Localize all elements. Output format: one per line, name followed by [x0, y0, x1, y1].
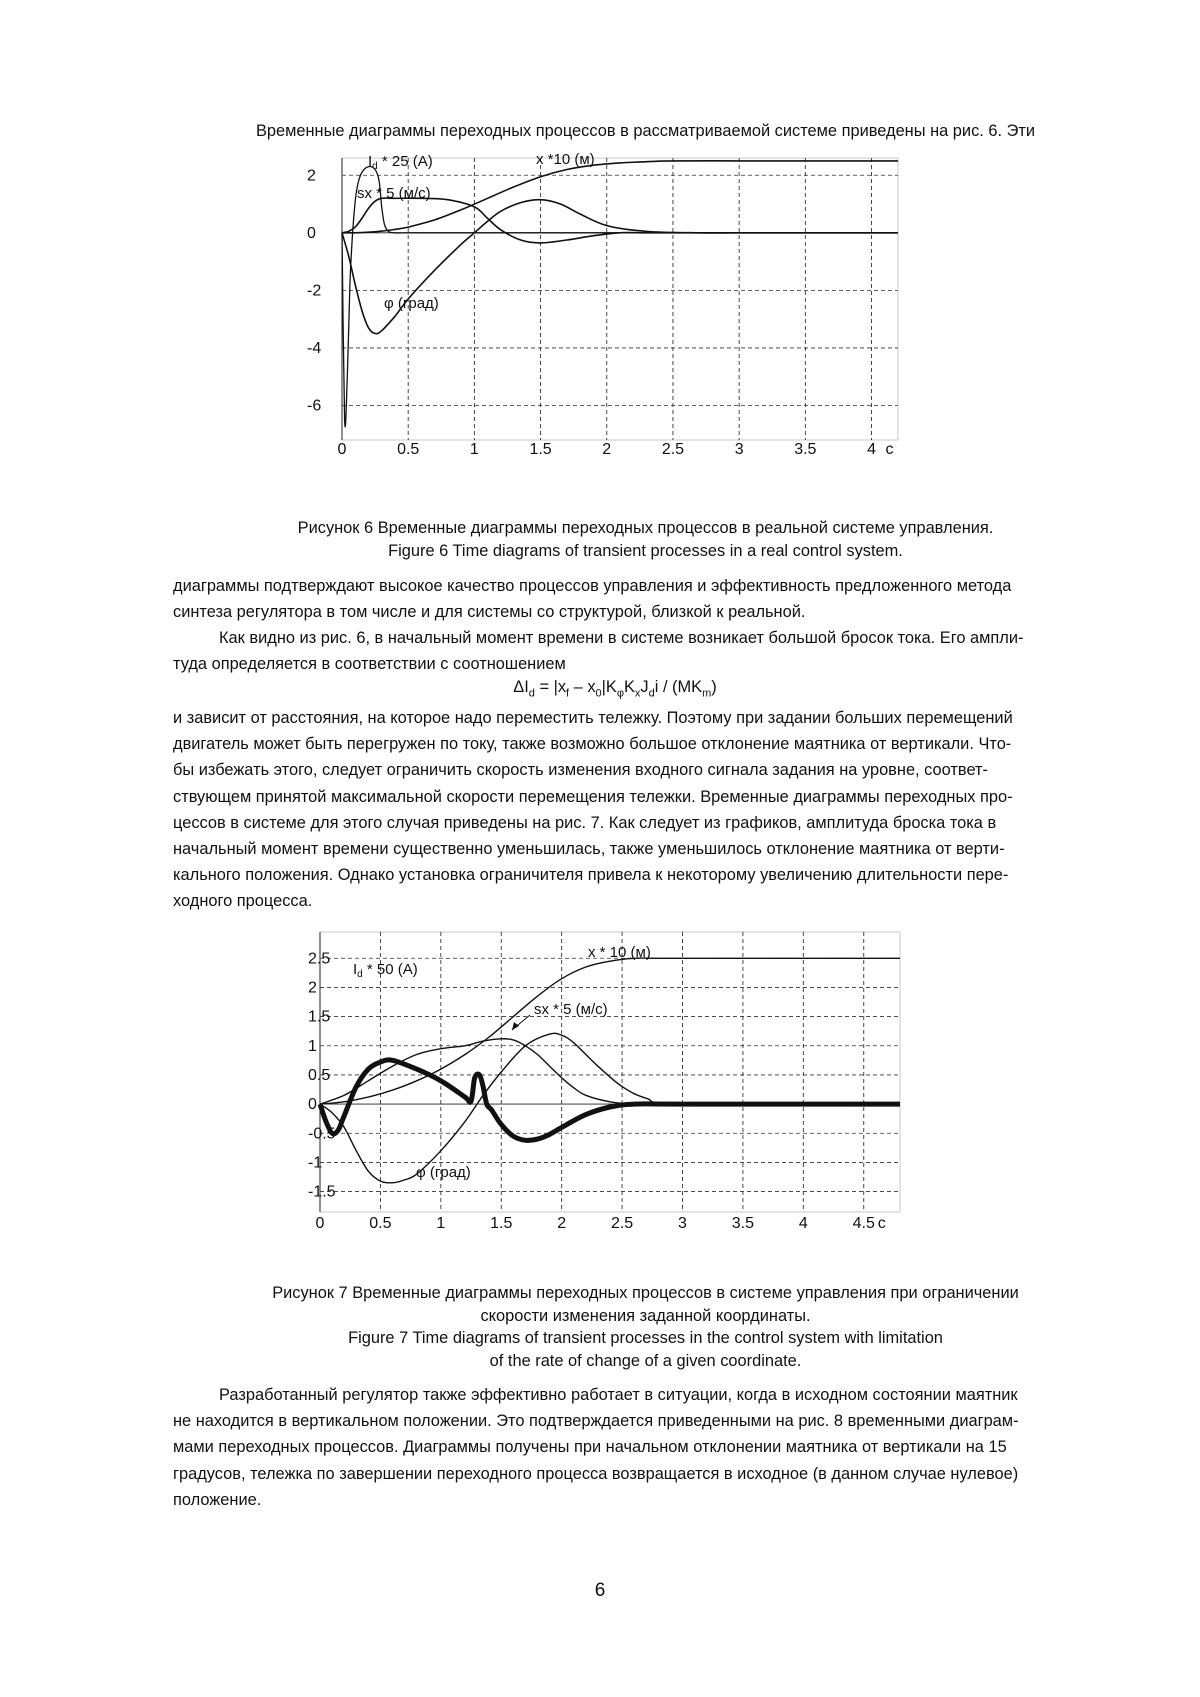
paragraph-2-line: Как видно из рис. 6, в начальный момент времени в системе возникает большой бросок тока. Его ампли- [219, 629, 1024, 647]
x-tick-label: 3 [734, 441, 744, 458]
formula-part: K [623, 678, 635, 696]
figure-7-caption-ru: Рисунок 7 Временные диаграммы переходных процессов в системе управления при ограничении [272, 1284, 1019, 1302]
x-tick-label: 0 [315, 1215, 325, 1232]
paragraph-4-line: не находится в вертикальном положении. Это подтверждается приведенными на рис. 8 временными диаграм- [173, 1412, 1019, 1431]
y-tick-label: -2 [307, 282, 322, 300]
y-tick-label: -4 [307, 339, 322, 357]
formula-part: – x [569, 678, 596, 696]
series-line [342, 198, 898, 243]
series-label-text: I [368, 153, 373, 170]
y-tick-label: 1.5 [308, 1008, 331, 1026]
paragraph-3-line: кального положения. Однако установка ограничителя привела к некоторому увеличению длительности пере- [173, 866, 1009, 885]
y-tick-label: -0.5 [308, 1125, 336, 1143]
formula-part: ΔI [513, 678, 529, 696]
formula-sub: f [566, 687, 570, 700]
paragraph-2 [173, 625, 1118, 677]
figure-6-caption [173, 517, 1118, 562]
series-label-sub: d [372, 161, 378, 172]
series-line [342, 200, 898, 334]
x-tick-label: 2 [602, 441, 612, 458]
series-label [536, 151, 595, 168]
figure-7-caption-en: of the rate of change of a given coordinate. [489, 1351, 802, 1370]
x-unit-label: с [877, 1215, 886, 1232]
figure-7-caption-en: Figure 7 Time diagrams of transient processes in the control system with limitation [348, 1329, 943, 1348]
formula-part: i / (MK [654, 678, 703, 696]
series-label [353, 961, 418, 980]
current-amplitude-formula [465, 678, 765, 699]
paragraph-3-line: бы избежать этого, следует ограничить скорость изменения входного сигнала задания на уровне, соответ- [173, 761, 988, 780]
y-tick-label: 1 [308, 1037, 317, 1055]
formula-part: J [640, 678, 649, 696]
y-tick-label: 2.5 [308, 950, 331, 968]
series-line [320, 1039, 900, 1105]
paragraph-3-line: и зависит от расстояния, на которое надо переместить тележку. Поэтому при задании больших перемещений [173, 709, 1013, 727]
x-tick-label: 3.5 [794, 441, 817, 458]
paragraph-3-line: ходного процесса. [173, 892, 313, 911]
y-tick-label: 2 [307, 167, 316, 185]
paragraph-4-line: положение. [173, 1490, 262, 1509]
formula-sub: d [648, 687, 655, 700]
figure-7-chart [290, 930, 990, 1265]
series-label [588, 944, 651, 961]
figure-7-caption-ru: скорости изменения заданной координаты. [480, 1306, 811, 1325]
y-tick-label: 0.5 [308, 1066, 331, 1084]
series-label [384, 295, 439, 312]
x-tick-label: 2.5 [661, 441, 685, 458]
y-tick-label: -1.5 [308, 1183, 336, 1201]
paragraph-3-line: начальный момент времени существенно уменьшилась, также уменьшилось отклонение маятника от верти- [173, 840, 1005, 859]
series-label-text: sx * 5 (м/с) [534, 1001, 608, 1018]
label-pointer-arrowhead [512, 1022, 519, 1030]
series-label-text: * 25 (A) [377, 153, 433, 170]
x-tick-label: 0.5 [397, 441, 420, 458]
series-label-sub: d [357, 969, 363, 980]
series-label [368, 153, 433, 172]
intro-line: Временные диаграммы переходных процессов в рассматриваемой системе приведены на рис. 6. Эти [255, 122, 1036, 140]
paragraph-2-line: туда определяется в соответствии с соотношением [173, 655, 566, 674]
x-tick-label: 1.5 [529, 441, 552, 458]
series-label [416, 1164, 471, 1181]
series-label [534, 1001, 608, 1018]
y-tick-label: 0 [307, 224, 316, 242]
paragraph-4-line: мами переходных процессов. Диаграммы получены при начальном отклонении маятника от вертикали на 15 [173, 1438, 1007, 1457]
formula-part: |K [601, 678, 617, 696]
y-tick-label: 2 [308, 979, 317, 997]
formula-sub: 0 [595, 687, 602, 700]
series-label-text: φ (град) [416, 1164, 471, 1181]
formula-sub: x [634, 687, 641, 700]
x-tick-label: 1.5 [490, 1215, 513, 1232]
paragraph-3-line: цессов в системе для этого случая приведены на рис. 7. Как следует из графиков, амплитуда броска тока в [173, 813, 997, 832]
paragraph-3-line: ствующем принятой максимальной скорости перемещения тележки. Временные диаграммы переходных про- [173, 787, 1013, 806]
formula-part: = [534, 678, 554, 696]
x-tick-label: 4 [867, 441, 876, 458]
paragraph-1 [173, 573, 1118, 625]
x-tick-label: 2 [557, 1215, 567, 1232]
figure-6-caption-ru: Рисунок 6 Временные диаграммы переходных процессов в реальной системе управления. [297, 519, 994, 537]
paragraph-4 [173, 1382, 1118, 1513]
formula-sub: m [702, 687, 712, 700]
series-label-text: x * 10 (м) [588, 944, 651, 961]
series-label-text: x *10 (м) [536, 151, 595, 168]
paragraph-3 [173, 705, 1118, 915]
formula-sub: φ [616, 687, 624, 700]
series-label-text: * 50 (A) [362, 961, 418, 978]
page-number: 6 [594, 1580, 606, 1601]
series-label-text: I [353, 961, 358, 978]
y-tick-label: 0 [308, 1096, 317, 1114]
y-tick-label: -1 [308, 1154, 323, 1172]
series-label [357, 185, 431, 202]
series-label-text: sx * 5 (м/с) [357, 185, 431, 202]
formula-sub: d [528, 687, 535, 700]
series-label-text: φ (град) [384, 295, 439, 312]
paragraph-3-line: двигатель может быть перегружен по току, также возможно большое отклонение маятника от вертикали. Что- [173, 735, 1012, 754]
x-tick-label: 1 [436, 1215, 446, 1232]
series-line [320, 1060, 900, 1141]
x-tick-label: 4.5 [852, 1215, 875, 1232]
x-unit-label: с [885, 441, 894, 458]
paragraph-1-line: синтеза регулятора в том числе и для системы со структурой, близкой к реальной. [173, 603, 806, 622]
series-line [320, 958, 900, 1104]
x-tick-label: 2.5 [610, 1215, 634, 1232]
x-tick-label: 4 [798, 1215, 808, 1232]
paragraph-1-line: диаграммы подтверждают высокое качество процессов управления и эффективность предложенного метода [173, 577, 1012, 595]
figure-6-caption-en: Figure 6 Time diagrams of transient processes in a real control system. [388, 541, 903, 560]
paragraph-4-line: градусов, тележка по завершении переходного процесса возвращается в исходное (в данном случае нулевое) [173, 1464, 1019, 1483]
formula-part: |x [553, 678, 567, 696]
x-tick-label: 3 [678, 1215, 687, 1232]
paragraph-4-line: Разработанный регулятор также эффективно работает в ситуации, когда в исходном состоянии маятник [219, 1386, 1018, 1404]
x-tick-label: 0.5 [369, 1215, 392, 1232]
figure-7-caption [173, 1282, 1118, 1372]
y-tick-label: -6 [307, 397, 322, 415]
x-tick-label: 3.5 [731, 1215, 755, 1232]
formula-part: ) [711, 678, 717, 696]
x-tick-label: 1 [469, 441, 479, 458]
figure-6-chart [300, 150, 980, 495]
x-tick-label: 0 [337, 441, 347, 458]
